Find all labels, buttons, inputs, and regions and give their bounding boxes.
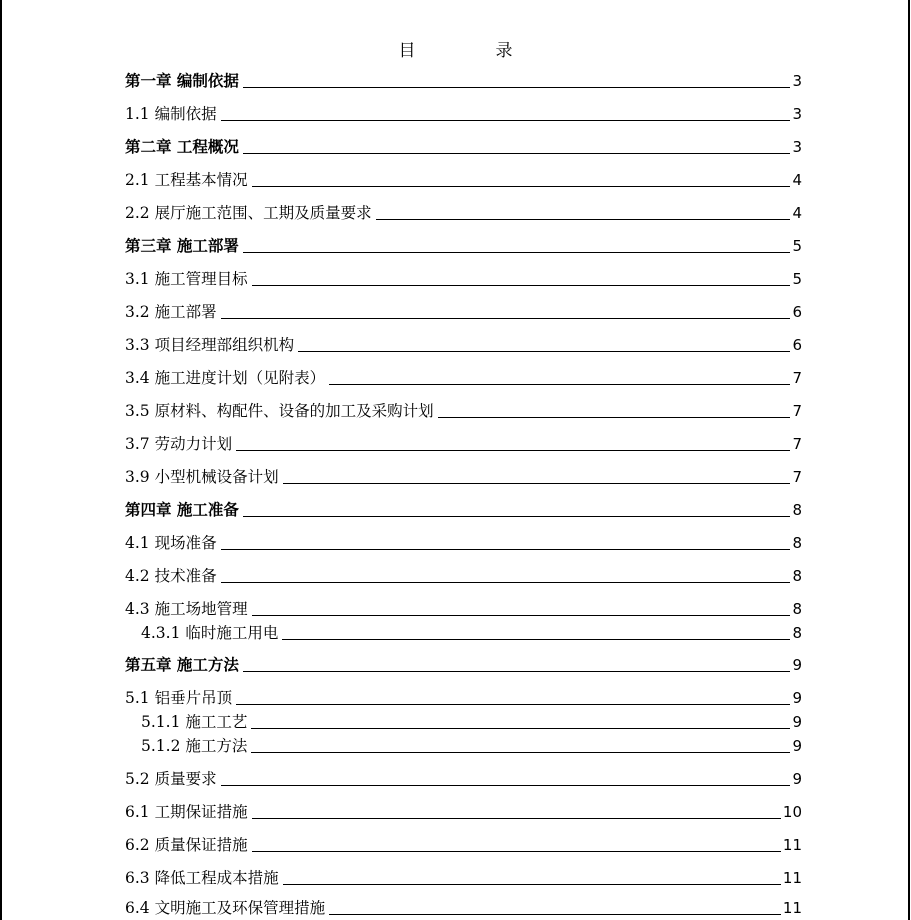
toc-entry-label: 第四章 施工准备 xyxy=(125,501,239,519)
toc-entry-label: 4.3 施工场地管理 xyxy=(125,600,248,618)
toc-entry-label: 3.7 劳动力计划 xyxy=(125,435,233,453)
toc-entry-label: 3.5 原材料、构配件、设备的加工及采购计划 xyxy=(125,402,434,420)
toc-entry-page: 9 xyxy=(792,689,802,707)
toc-entry-page: 7 xyxy=(792,468,802,486)
dot-leader xyxy=(236,703,790,705)
toc-entry[interactable] xyxy=(125,135,802,157)
toc-entry-label: 4.3.1 临时施工用电 xyxy=(141,624,279,642)
toc-entry[interactable] xyxy=(125,201,802,223)
toc-entry[interactable] xyxy=(125,102,802,124)
toc-entry-page: 8 xyxy=(792,501,802,519)
toc-entry-label: 6.4 文明施工及环保管理措施 xyxy=(125,899,326,917)
toc-entry-label: 6.3 降低工程成本措施 xyxy=(125,869,279,887)
toc-entry[interactable] xyxy=(125,800,802,822)
dot-leader xyxy=(282,638,790,640)
toc-entry[interactable] xyxy=(141,734,802,756)
toc-entry-page: 7 xyxy=(792,402,802,420)
toc-entry-page: 9 xyxy=(792,737,802,755)
toc-entry-page: 5 xyxy=(792,237,802,255)
dot-leader xyxy=(252,284,791,286)
toc-title-char-1: 目 xyxy=(398,41,416,61)
toc-entry-page: 11 xyxy=(782,869,802,887)
dot-leader xyxy=(236,449,790,451)
toc-entry-page: 6 xyxy=(792,336,802,354)
toc-entry[interactable] xyxy=(125,896,802,918)
toc-entry-label: 3.1 施工管理目标 xyxy=(125,270,248,288)
toc-entry-label: 3.2 施工部署 xyxy=(125,303,217,321)
toc-entry-label: 1.1 编制依据 xyxy=(125,105,217,123)
dot-leader xyxy=(243,670,791,672)
toc-entry-page: 9 xyxy=(792,713,802,731)
dot-leader xyxy=(251,751,790,753)
dot-leader xyxy=(221,581,791,583)
dot-leader xyxy=(329,383,790,385)
toc-entry[interactable] xyxy=(141,621,802,643)
toc-entry-page: 8 xyxy=(792,624,802,642)
toc-entry[interactable] xyxy=(125,597,802,619)
toc-entry-label: 2.1 工程基本情况 xyxy=(125,171,248,189)
toc-entry[interactable] xyxy=(125,531,802,553)
toc-entry-page: 11 xyxy=(782,899,802,917)
toc-entry[interactable] xyxy=(141,710,802,732)
toc-entry-label: 第三章 施工部署 xyxy=(125,237,239,255)
dot-leader xyxy=(252,817,781,819)
toc-entry-page: 9 xyxy=(792,770,802,788)
toc-entry-label: 3.4 施工进度计划（见附表） xyxy=(125,369,326,387)
dot-leader xyxy=(438,416,791,418)
toc-entry-page: 7 xyxy=(792,435,802,453)
toc-entry-page: 8 xyxy=(792,567,802,585)
toc-entry[interactable] xyxy=(125,300,802,322)
dot-leader xyxy=(243,152,791,154)
dot-leader xyxy=(252,850,781,852)
toc-entry[interactable] xyxy=(125,465,802,487)
toc-entry-label: 2.2 展厅施工范围、工期及质量要求 xyxy=(125,204,372,222)
toc-entry[interactable] xyxy=(125,653,802,675)
toc-entry-page: 4 xyxy=(792,204,802,222)
dot-leader xyxy=(298,350,790,352)
dot-leader xyxy=(283,482,791,484)
dot-leader xyxy=(243,251,791,253)
dot-leader xyxy=(221,317,791,319)
toc-entry[interactable] xyxy=(125,333,802,355)
toc-entry-page: 11 xyxy=(782,836,802,854)
toc-entry[interactable] xyxy=(125,498,802,520)
toc-entry[interactable] xyxy=(125,168,802,190)
toc-entry-label: 6.1 工期保证措施 xyxy=(125,803,248,821)
toc-entry-page: 7 xyxy=(792,369,802,387)
toc-entry-label: 5.1 铝垂片吊顶 xyxy=(125,689,233,707)
toc-entry-label: 第五章 施工方法 xyxy=(125,656,239,674)
toc-entry-page: 9 xyxy=(792,656,802,674)
toc-entry-label: 5.1.1 施工工艺 xyxy=(141,713,248,731)
toc-entry[interactable] xyxy=(125,833,802,855)
toc-entry[interactable] xyxy=(125,399,802,421)
toc-entry[interactable] xyxy=(125,366,802,388)
toc-entry-page: 3 xyxy=(792,138,802,156)
toc-entry[interactable] xyxy=(125,432,802,454)
dot-leader xyxy=(221,784,791,786)
dot-leader xyxy=(221,119,791,121)
toc-entry-label: 第一章 编制依据 xyxy=(125,72,239,90)
dot-leader xyxy=(376,218,791,220)
dot-leader xyxy=(221,548,791,550)
dot-leader xyxy=(252,614,791,616)
dot-leader xyxy=(329,913,781,915)
toc-entry-page: 10 xyxy=(782,803,802,821)
toc-entry[interactable] xyxy=(125,234,802,256)
toc-entry[interactable] xyxy=(125,69,802,91)
toc-title-char-2: 录 xyxy=(495,41,513,61)
toc-entry-label: 5.1.2 施工方法 xyxy=(141,737,248,755)
toc-entry-label: 第二章 工程概况 xyxy=(125,138,239,156)
toc-entry-page: 4 xyxy=(792,171,802,189)
toc-entry-label: 3.3 项目经理部组织机构 xyxy=(125,336,295,354)
toc-entry-page: 5 xyxy=(792,270,802,288)
toc-entry-page: 6 xyxy=(792,303,802,321)
dot-leader xyxy=(252,185,791,187)
toc-entry-label: 4.2 技术准备 xyxy=(125,567,217,585)
toc-entry-page: 8 xyxy=(792,600,802,618)
toc-entry-label: 6.2 质量保证措施 xyxy=(125,836,248,854)
dot-leader xyxy=(251,727,790,729)
toc-entry-label: 4.1 现场准备 xyxy=(125,534,217,552)
toc-entry[interactable] xyxy=(125,866,802,888)
toc-entry[interactable] xyxy=(125,686,802,708)
dot-leader xyxy=(243,515,791,517)
toc-entry-page: 3 xyxy=(792,105,802,123)
toc-entry[interactable] xyxy=(125,267,802,289)
toc-entry[interactable] xyxy=(125,564,802,586)
toc-entry[interactable] xyxy=(125,767,802,789)
dot-leader xyxy=(283,883,781,885)
toc-entry-page: 3 xyxy=(792,72,802,90)
dot-leader xyxy=(243,86,791,88)
toc-entry-page: 8 xyxy=(792,534,802,552)
toc-entry-label: 3.9 小型机械设备计划 xyxy=(125,468,279,486)
toc-entry-label: 5.2 质量要求 xyxy=(125,770,217,788)
